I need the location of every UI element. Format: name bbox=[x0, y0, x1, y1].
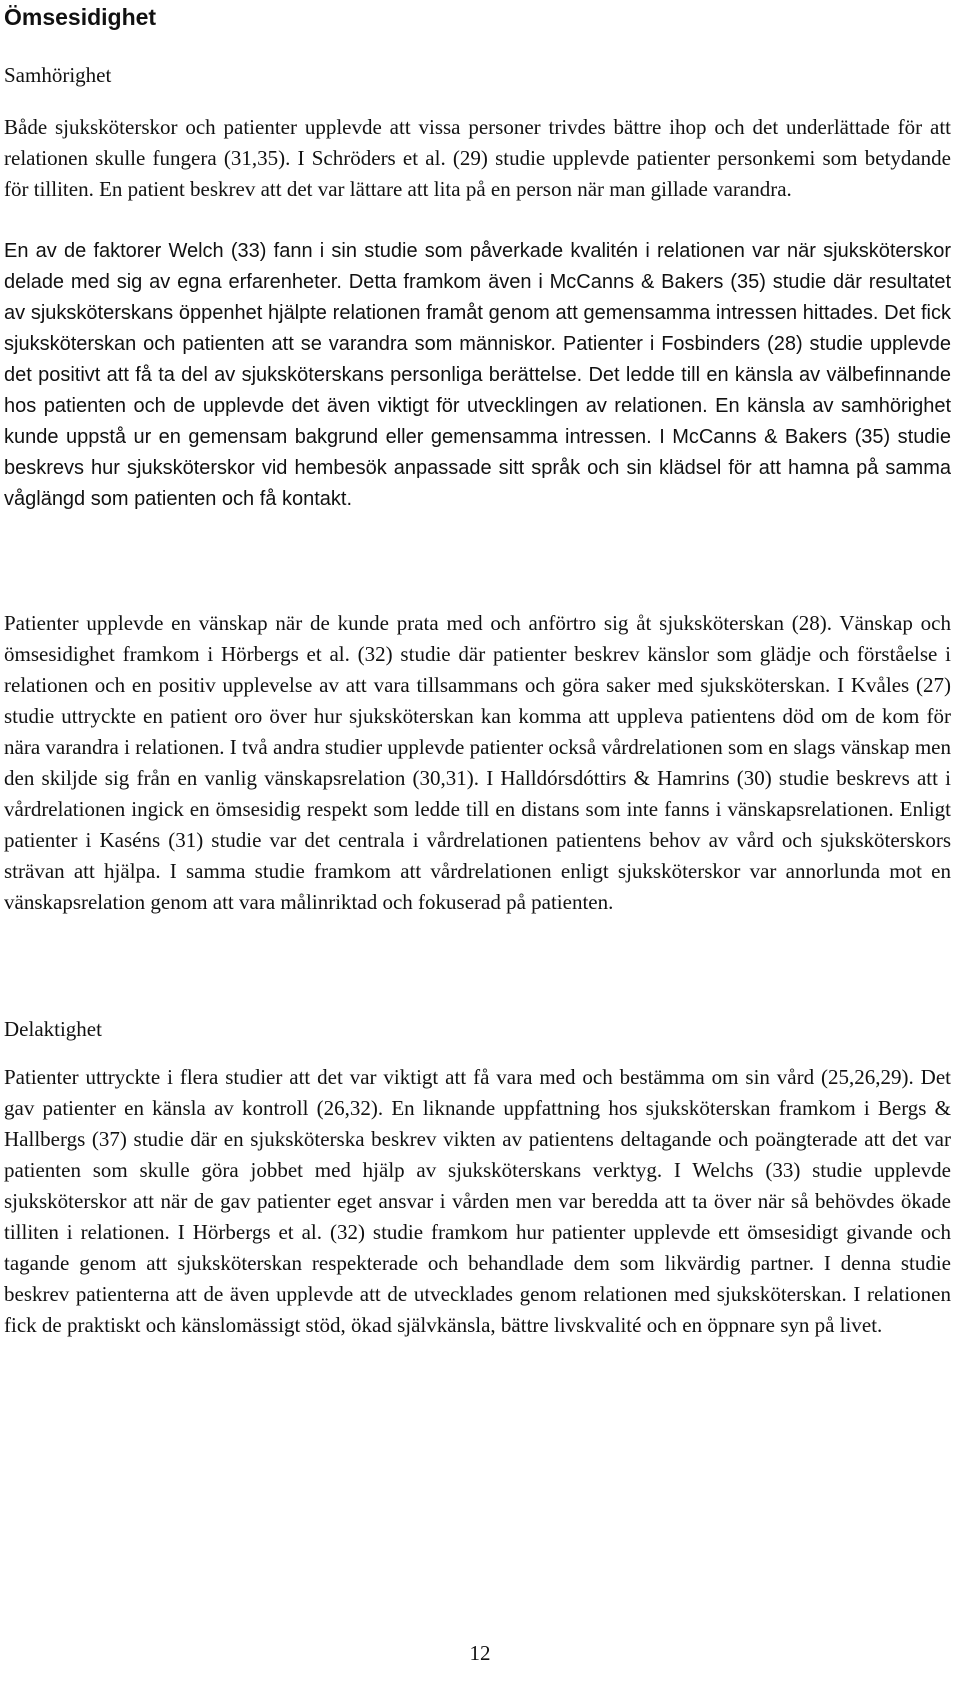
paragraph: Patienter uttryckte i flera studier att det var viktigt att få vara med och bestämma om sin vård (25,26,29). Det gav patienter en känsla av kontroll (26,32). En liknande uppfattning hos sjuksköterskan framkom i Bergs & Hallbergs (37) studie där en sjuksköterska beskrev vikten av patientens deltagande och poängterade att det var patienten som skulle göra jobbet med hjälp av sjuksköterskans verktyg. I Welchs (33) studie upplevde sjuksköterskor att när de gav patienter eget ansvar i vården men var beredda att ta över när så behövdes ökade tilliten i relationen. I Hörbergs et al. (32) studie framkom hur patienter upplevde ett ömsesidigt givande och tagande genom att sjuksköterskan respekterade och behandlade dem som likvärdig partner. I denna studie beskrev patienterna att de även upplevde att de utvecklades genom relationen med sjuksköterskan. I relationen fick de praktiskt och känslomässigt stöd, ökad självkänsla, bättre livskvalité och en öppnare syn på livet. bbox=[4, 1065, 951, 1337]
section-title-delaktighet: Delaktighet bbox=[4, 1017, 102, 1041]
section-title-samhorighet: Samhörighet bbox=[4, 63, 112, 87]
paragraph: En av de faktorer Welch (33) fann i sin studie som påverkade kvalitén i relationen var när sjuksköterskor delade med sig av egna erfarenheter. Detta framkom även i McCanns & Bakers (35) studie där resultatet av sjuksköterskans öppenhet hjälpte relationen framåt genom att gemensamma intressen hittades. Det fick sjuksköterskan och patienten att se varandra som människor. Patienter i Fosbinders (28) studie upplevde det positivt att få ta del av sjuksköterskans personliga berättelse. Det ledde till en känsla av välbefinnande hos patienten och de upplevde det även viktigt för utvecklingen av relationen. En känsla av samhörighet kunde uppstå ur en gemensam bakgrund eller gemensamma intressen. I McCanns & Bakers (35) studie beskrevs hur sjuksköterskor vid hembesök anpassade sitt språk och sin klädsel för att hamna på samma våglängd som patienten och få kontakt. bbox=[4, 240, 951, 510]
page-number: 12 bbox=[469, 1641, 491, 1665]
page-heading: Ömsesidighet bbox=[4, 4, 157, 30]
paragraph: Både sjuksköterskor och patienter upplevde att vissa personer trivdes bättre ihop och det underlättade för att relationen skulle fungera (31,35). I Schröders et al. (29) studie upplevde patienter personkemi som betydande för tilliten. En patient beskrev att det var lättare att lita på en person när man gillade varandra. bbox=[4, 115, 951, 201]
paragraph: Patienter upplevde en vänskap när de kunde prata med och anförtro sig åt sjuksköterskan (28). Vänskap och ömsesidighet framkom i Hörbergs et al. (32) studie där patienter beskrev känslor som glädje och förståelse i relationen och en positiv upplevelse av att vara tillsammans och göra saker med sjuksköterskan. I Kvåles (27) studie uttryckte en patient oro över hur sjuksköterskan kan komma att uppleva patientens död om de kom för nära varandra i relationen. I två andra studier upplevde patienter också vårdrelationen som en slags vänskap men den skiljde sig från en vanlig vänskapsrelation (30,31). I Halldórsdóttirs & Hamrins (30) studie beskrevs att i vårdrelationen ingick en ömsesidig respekt som ledde till en distans som inte fanns i vänskapsrelationen. Enligt patienter i Kaséns (31) studie var det centrala i vårdrelationen patientens behov av vård och sjuksköterskors strävan att hjälpa. I samma studie framkom att vårdrelationen enligt sjuksköterskor var annorlunda mot en vänskapsrelation genom att vara målinriktad och fokuserad på patienten. bbox=[4, 611, 951, 914]
